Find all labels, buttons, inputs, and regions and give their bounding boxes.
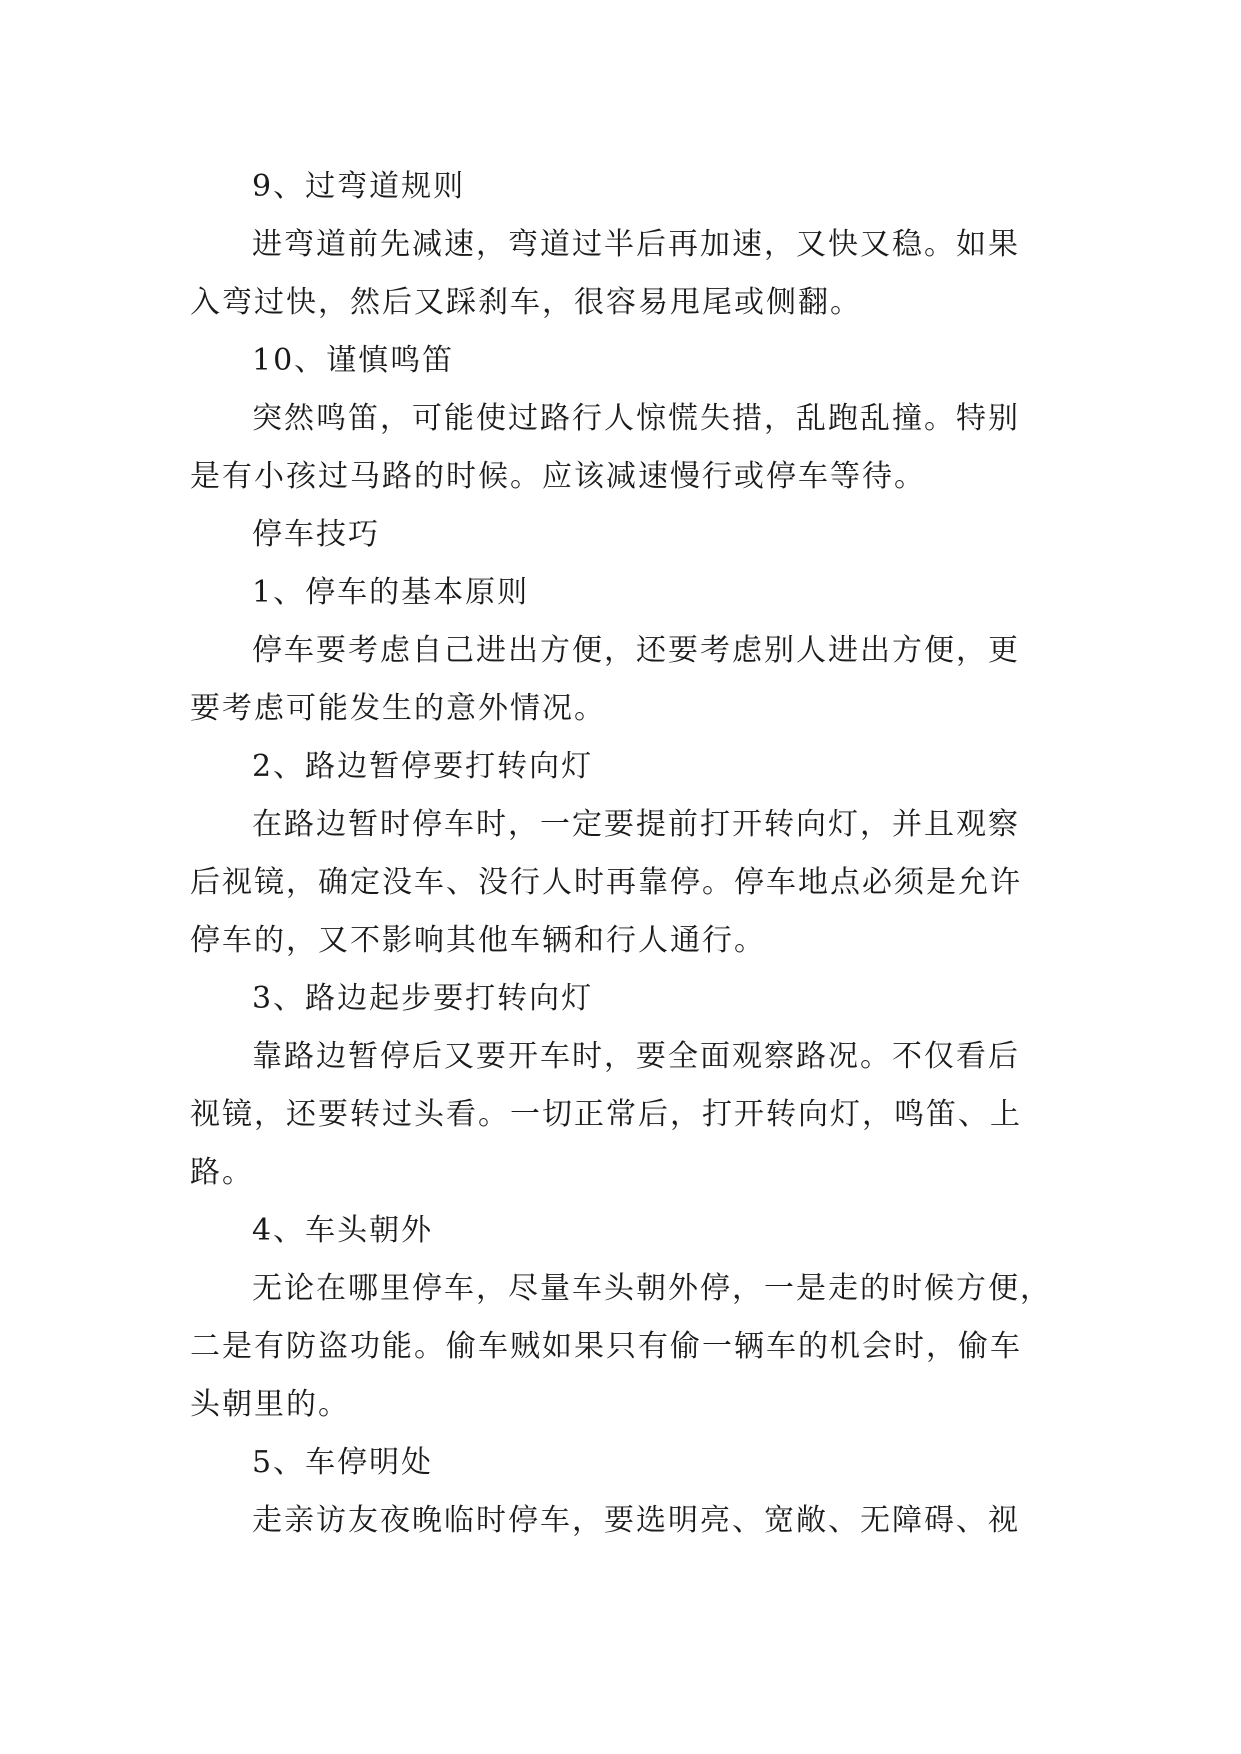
paragraph-line: 二是有防盗功能。偷车贼如果只有偷一辆车的机会时，偷车 (190, 1329, 1022, 1364)
paragraph-line: 进弯道前先减速，弯道过半后再加速，又快又稳。如果 (252, 227, 1020, 262)
heading-parking-principles: 1、停车的基本原则 (252, 575, 530, 610)
paragraph-line: 在路边暂时停车时，一定要提前打开转向灯，并且观察 (252, 807, 1020, 842)
paragraph-line: 靠路边暂停后又要开车时，要全面观察路况。不仅看后 (252, 1039, 1020, 1074)
heading-park-in-light: 5、车停明处 (252, 1445, 434, 1480)
paragraph-line: 头朝里的。 (190, 1387, 350, 1422)
heading-roadside-stop-signal: 2、路边暂停要打转向灯 (252, 749, 594, 784)
heading-roadside-start-signal: 3、路边起步要打转向灯 (252, 981, 594, 1016)
paragraph-line: 是有小孩过马路的时候。应该减速慢行或停车等待。 (190, 459, 926, 494)
document-page (190, 158, 1050, 1550)
paragraph-line: 无论在哪里停车，尽量车头朝外停，一是走的时候方便， (252, 1271, 1052, 1306)
paragraph-line: 路。 (190, 1155, 254, 1190)
paragraph-line: 后视镜，确定没车、没行人时再靠停。停车地点必须是允许 (190, 865, 1022, 900)
paragraph-line: 突然鸣笛，可能使过路行人惊慌失措，乱跑乱撞。特别 (252, 401, 1020, 436)
heading-front-facing-out: 4、车头朝外 (252, 1213, 434, 1248)
heading-honk-carefully: 10、谨慎鸣笛 (252, 343, 455, 378)
heading-curve-rules: 9、过弯道规则 (252, 169, 466, 204)
paragraph-line: 走亲访友夜晚临时停车，要选明亮、宽敞、无障碍、视 (252, 1503, 1020, 1538)
paragraph-line: 要考虑可能发生的意外情况。 (190, 691, 606, 726)
paragraph-line: 停车要考虑自己进出方便，还要考虑别人进出方便，更 (252, 633, 1020, 668)
paragraph-line: 停车的，又不影响其他车辆和行人通行。 (190, 923, 766, 958)
paragraph-line: 视镜，还要转过头看。一切正常后，打开转向灯，鸣笛、上 (190, 1097, 1022, 1132)
paragraph-line: 入弯过快，然后又踩刹车，很容易甩尾或侧翻。 (190, 285, 862, 320)
section-heading-parking-tips: 停车技巧 (252, 517, 380, 552)
